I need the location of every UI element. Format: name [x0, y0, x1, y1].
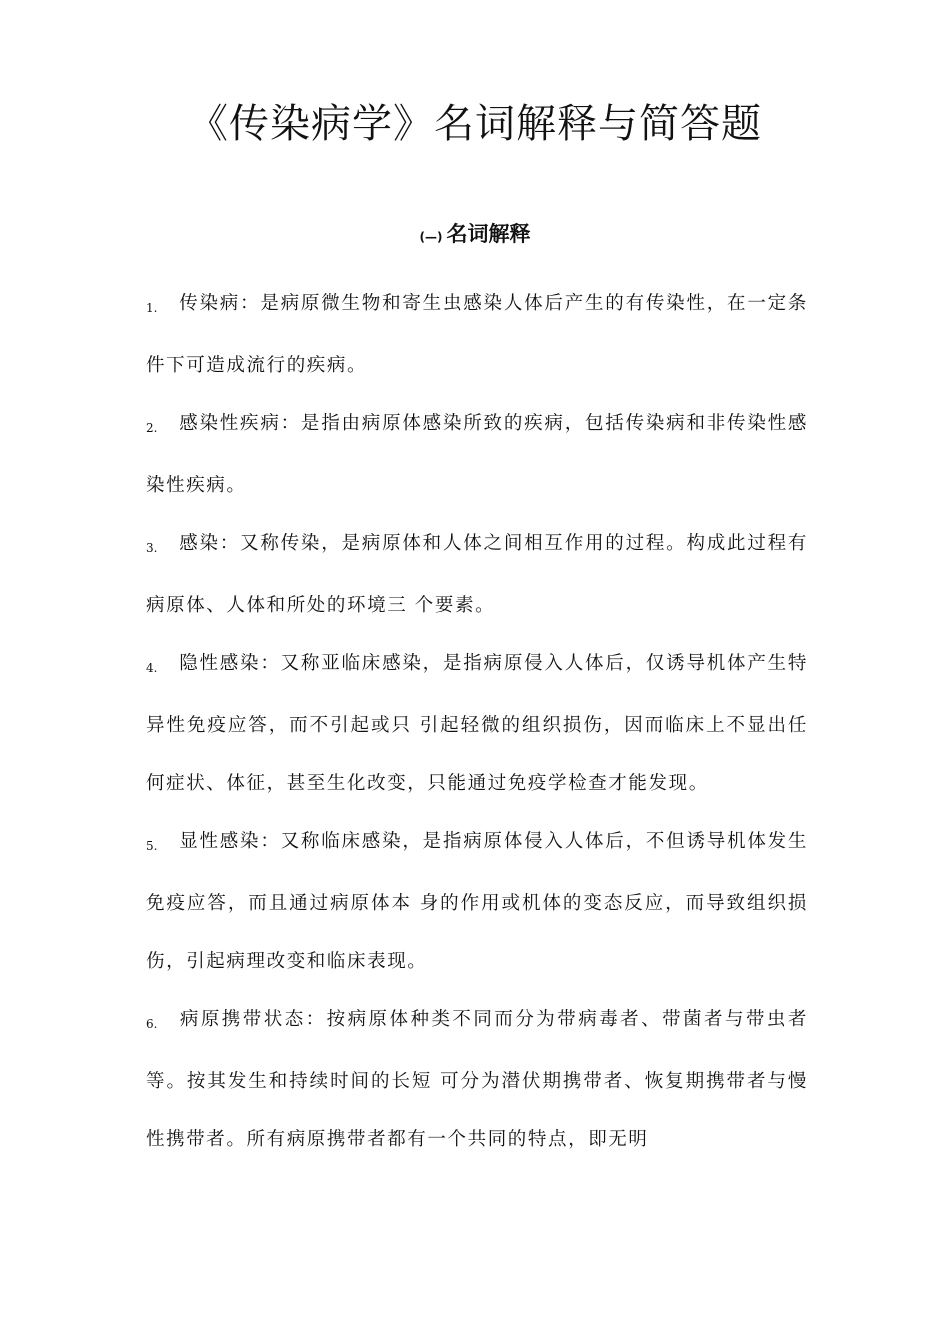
term-number: 6.	[146, 1017, 158, 1031]
term-number: 1.	[146, 301, 158, 315]
term-item	[146, 813, 808, 991]
term-item	[146, 515, 808, 635]
term-number: 2.	[146, 421, 158, 435]
section-heading	[0, 214, 950, 257]
term-item	[146, 635, 808, 813]
term-number: 5.	[146, 839, 158, 853]
term-list	[146, 275, 808, 1169]
document-title: 《传染病学》名词解释与简答题	[188, 101, 762, 147]
term-text: 显性感染：又称临床感染，是指病原体侵入人体后，不但诱导机体发生免疫应答，而且通过病原体本 身的作用或机体的变态反应，而导致组织损伤，引起病理改变和临床表现。	[146, 831, 808, 972]
term-item	[146, 275, 808, 395]
term-text: 病原携带状态：按病原体种类不同而分为带病毒者、带菌者与带虫者等。按其发生和持续时间的长短 可分为潜伏期携带者、恢复期携带者与慢性携带者。所有病原携带者都有一个共同的特点，即无明	[146, 1009, 808, 1150]
term-text: 感染性疾病：是指由病原体感染所致的疾病，包括传染病和非传染性感染性疾病。	[146, 413, 808, 496]
term-item	[146, 395, 808, 515]
section-title: 名词解释	[446, 222, 531, 246]
term-text: 隐性感染：又称亚临床感染，是指病原侵入人体后，仅诱导机体产生特异性免疫应答，而不引起或只 引起轻微的组织损伤，因而临床上不显出任何症状、体征，甚至生化改变，只能通过免疫学检查才能发现。	[146, 653, 808, 794]
section-number: (—)	[419, 230, 443, 244]
term-item	[146, 991, 808, 1169]
term-number: 3.	[146, 541, 158, 555]
term-number: 4.	[146, 661, 158, 675]
term-text: 传染病：是病原微生物和寄生虫感染人体后产生的有传染性，在一定条件下可造成流行的疾病。	[146, 293, 808, 376]
term-text: 感染：又称传染，是病原体和人体之间相互作用的过程。构成此过程有病原体、人体和所处的环境三 个要素。	[146, 533, 808, 616]
